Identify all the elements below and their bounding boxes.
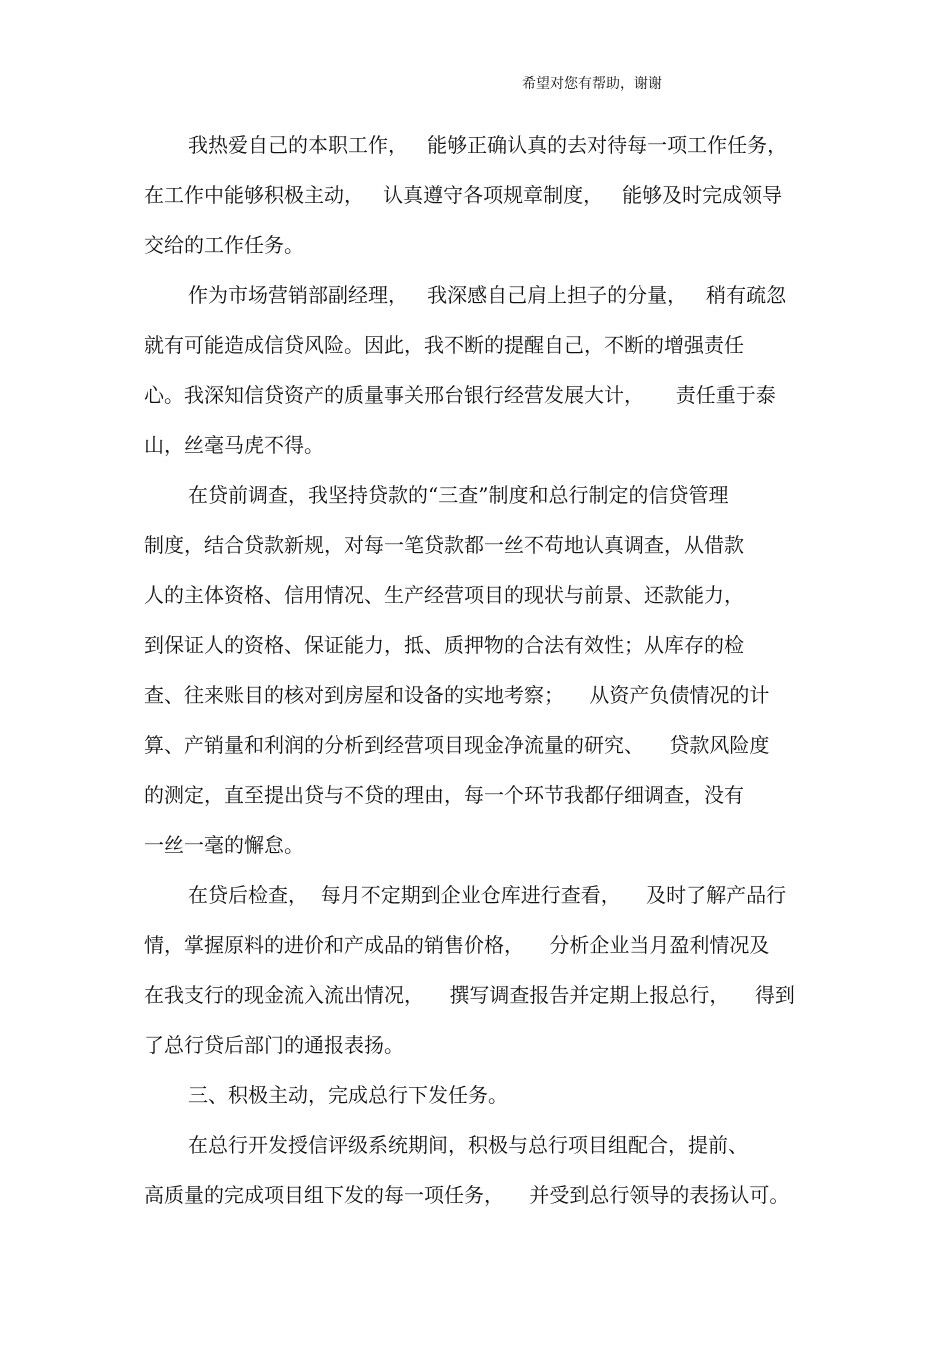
text-line: 在我支行的现金流入流出情况， 撰写调查报告并定期上报总行， 得到 — [144, 983, 795, 1007]
page-header: 希望对您有帮助，谢谢 — [522, 76, 662, 92]
section-heading: 三、积极主动，完成总行下发任务。 — [188, 1083, 508, 1107]
paragraph — [144, 478, 824, 878]
text-line: 在贷前调查，我坚持贷款的“三查”制度和总行制定的信贷管理 — [188, 483, 729, 507]
text-line: 人的主体资格、信用情况、生产经营项目的现状与前景、还款能力， — [144, 583, 744, 607]
document-body — [144, 128, 824, 1228]
text-line: 算、产销量和利润的分析到经营项目现金净流量的研究、 贷款风险度 — [144, 733, 770, 757]
text-line: 心。我深知信贷资产的质量事关邢台银行经营发展大计， 责任重于泰 — [144, 383, 776, 407]
text-line: 山，丝毫马虎不得。 — [144, 433, 324, 457]
text-line: 到保证人的资格、保证能力，抵、质押物的合法有效性；从库存的检 — [144, 633, 744, 657]
text-line: 作为市场营销部副经理， 我深感自己肩上担子的分量， 稍有疏忽 — [188, 283, 787, 307]
paragraph — [144, 278, 824, 478]
text-line: 制度，结合贷款新规，对每一笔贷款都一丝不苟地认真调查，从借款 — [144, 533, 744, 557]
text-line: 了总行贷后部门的通报表扬。 — [144, 1033, 404, 1057]
text-line: 的测定，直至提出贷与不贷的理由，每一个环节我都仔细调查，没有 — [144, 783, 744, 807]
paragraph — [144, 128, 824, 278]
text-line: 查、往来账目的核对到房屋和设备的实地考察； 从资产负债情况的计 — [144, 683, 770, 707]
text-line: 在工作中能够积极主动， 认真遵守各项规章制度， 能够及时完成领导 — [144, 183, 783, 207]
text-line: 情，掌握原料的进价和产成品的销售价格， 分析企业当月盈利情况及 — [144, 933, 770, 957]
text-line: 交给的工作任务。 — [144, 233, 304, 257]
text-line: 我热爱自己的本职工作， 能够正确认真的去对待每一项工作任务， — [188, 133, 788, 157]
text-line: 在总行开发授信评级系统期间，积极与总行项目组配合，提前、 — [188, 1133, 748, 1157]
text-line: 在贷后检查， 每月不定期到企业仓库进行查看， 及时了解产品行 — [188, 883, 787, 907]
text-line: 高质量的完成项目组下发的每一项任务， 并受到总行领导的表扬认可。 — [144, 1183, 790, 1207]
paragraph — [144, 1078, 824, 1128]
text-line: 一丝一毫的懈怠。 — [144, 833, 304, 857]
paragraph — [144, 878, 824, 1078]
paragraph — [144, 1128, 824, 1228]
text-line: 就有可能造成信贷风险。因此，我不断的提醒自己，不断的增强责任 — [144, 333, 744, 357]
